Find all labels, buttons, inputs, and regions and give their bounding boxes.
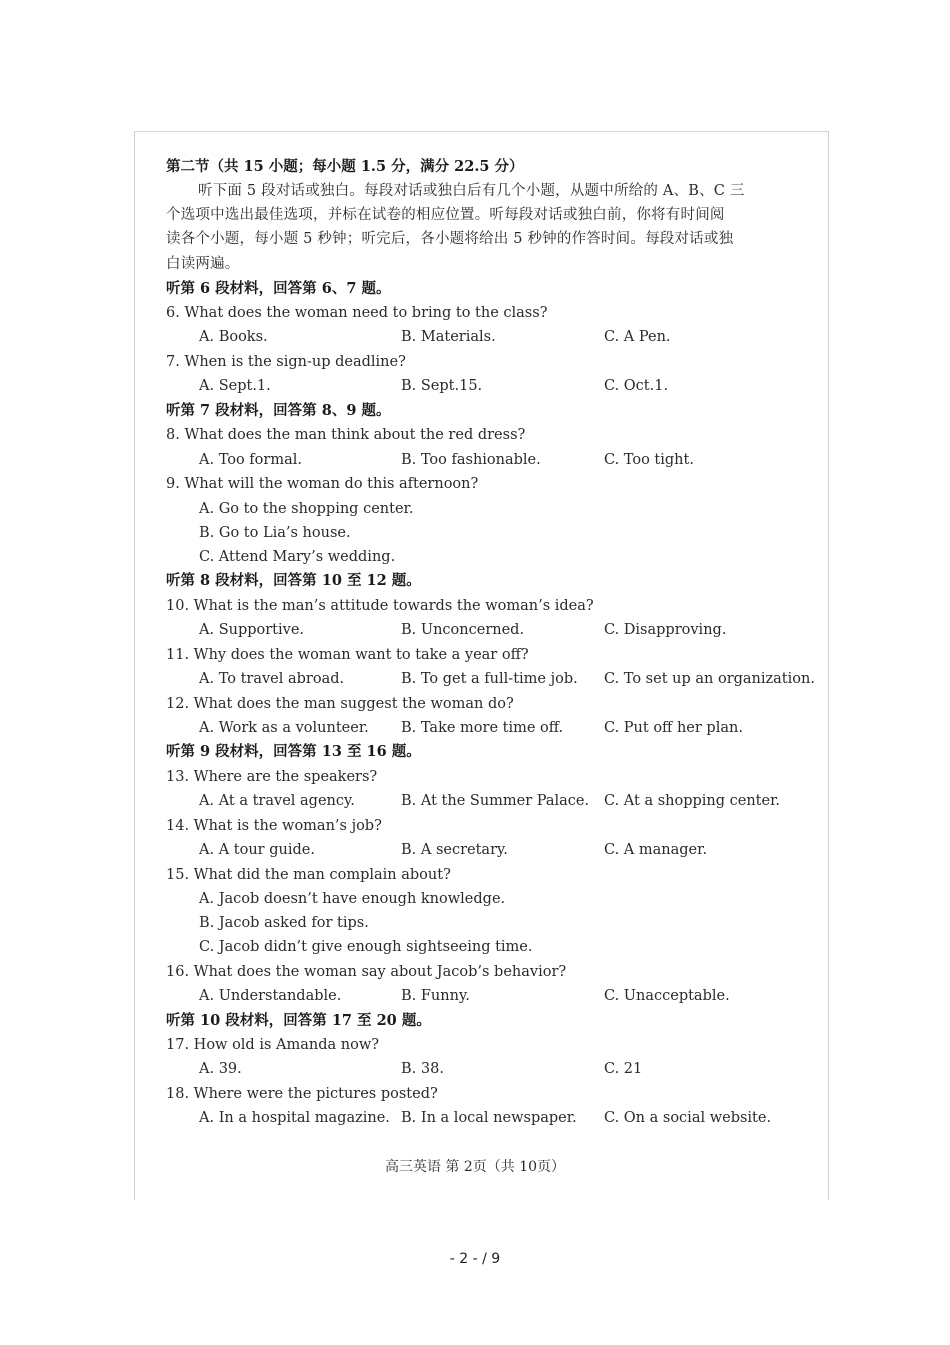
answer-option-a: A. Books. <box>199 329 268 345</box>
answer-option-c: C. Unacceptable. <box>604 988 730 1004</box>
page-number: - 2 - / 9 <box>449 1251 501 1267</box>
question-stem: 6. What does the woman need to bring to the class? <box>166 305 548 321</box>
answer-option-a: A. Work as a volunteer. <box>199 720 369 736</box>
answer-option-b: B. A secretary. <box>401 842 508 858</box>
answer-option-a: A. Sept.1. <box>199 378 271 394</box>
answer-option-b: B. Unconcerned. <box>401 622 525 638</box>
question-stem: 9. What will the woman do this afternoon? <box>166 476 479 492</box>
question-stem: 11. Why does the woman want to take a year off? <box>166 647 529 663</box>
answer-option-c: C. At a shopping center. <box>604 793 781 809</box>
material-heading: 听第 8 段材料，回答第 10 至 12 题。 <box>166 572 421 589</box>
material-heading: 听第 10 段材料，回答第 17 至 20 题。 <box>166 1012 431 1029</box>
section-heading: 第二节（共 15 小题；每小题 1.5 分，满分 22.5 分） <box>166 158 524 175</box>
answer-option-c: C. Too tight. <box>604 452 694 468</box>
answer-option-a: A. Too formal. <box>199 452 302 468</box>
answer-option-c: C. 21 <box>604 1061 643 1077</box>
question-stem: 18. Where were the pictures posted? <box>166 1086 438 1102</box>
instruction-line: 听下面 5 段对话或独白。每段对话或独白后有几个小题，从题中所给的 A、B、C 三 <box>198 183 745 199</box>
answer-option-c: C. Disapproving. <box>604 622 727 638</box>
answer-option-b: B. At the Summer Palace. <box>401 793 590 809</box>
answer-option-b: B. To get a full-time job. <box>401 671 578 687</box>
answer-option-b: B. In a local newspaper. <box>401 1110 577 1126</box>
answer-option-b: B. 38. <box>401 1061 444 1077</box>
instruction-line: 个选项中选出最佳选项，并标在试卷的相应位置。听每段对话或独白前，你将有时间阅 <box>166 207 725 223</box>
question-stem: 17. How old is Amanda now? <box>166 1037 380 1053</box>
answer-option-a: A. To travel abroad. <box>199 671 345 687</box>
answer-option-a: A. Understandable. <box>199 988 342 1004</box>
answer-option-c: C. Put off her plan. <box>604 720 743 736</box>
answer-option-a: A. A tour guide. <box>199 842 315 858</box>
answer-option-c: C. On a social website. <box>604 1110 772 1126</box>
question-stem: 15. What did the man complain about? <box>166 867 451 883</box>
answer-option-c: C. Oct.1. <box>604 378 669 394</box>
answer-option-b: B. Materials. <box>401 329 496 345</box>
instruction-line: 白读两遍。 <box>166 256 240 272</box>
question-stem: 12. What does the man suggest the woman do? <box>166 696 514 712</box>
answer-option: A. Jacob doesn’t have enough knowledge. <box>199 891 506 907</box>
answer-option-c: C. To set up an organization. <box>604 671 815 687</box>
answer-option: B. Go to Lia’s house. <box>199 525 351 541</box>
answer-option-b: B. Too fashionable. <box>401 452 541 468</box>
material-heading: 听第 7 段材料，回答第 8、9 题。 <box>166 402 391 419</box>
answer-option-c: C. A manager. <box>604 842 708 858</box>
answer-option-b: B. Funny. <box>401 988 470 1004</box>
answer-option-b: B. Take more time off. <box>401 720 564 736</box>
answer-option: B. Jacob asked for tips. <box>199 915 369 931</box>
question-stem: 8. What does the man think about the red dress? <box>166 427 526 443</box>
answer-option-a: A. Supportive. <box>199 622 305 638</box>
answer-option: C. Attend Mary’s wedding. <box>199 549 396 565</box>
material-heading: 听第 9 段材料，回答第 13 至 16 题。 <box>166 743 421 760</box>
question-stem: 13. Where are the speakers? <box>166 769 378 785</box>
question-stem: 14. What is the woman’s job? <box>166 818 382 834</box>
material-heading: 听第 6 段材料，回答第 6、7 题。 <box>166 280 391 297</box>
instruction-line: 读各个小题，每小题 5 秒钟；听完后，各小题将给出 5 秒钟的作答时间。每段对话或独 <box>166 231 734 247</box>
page-footer: 高三英语 第 2页（共 10页） <box>384 1159 566 1175</box>
answer-option-a: A. 39. <box>199 1061 242 1077</box>
answer-option-a: A. In a hospital magazine. <box>199 1110 390 1126</box>
answer-option: A. Go to the shopping center. <box>199 501 414 517</box>
answer-option: C. Jacob didn’t give enough sightseeing time. <box>199 939 533 955</box>
question-stem: 7. When is the sign-up deadline? <box>166 354 406 370</box>
question-stem: 10. What is the man’s attitude towards the woman’s idea? <box>166 598 594 614</box>
answer-option-b: B. Sept.15. <box>401 378 483 394</box>
question-stem: 16. What does the woman say about Jacob’s behavior? <box>166 964 567 980</box>
answer-option-a: A. At a travel agency. <box>199 793 355 809</box>
answer-option-c: C. A Pen. <box>604 329 671 345</box>
